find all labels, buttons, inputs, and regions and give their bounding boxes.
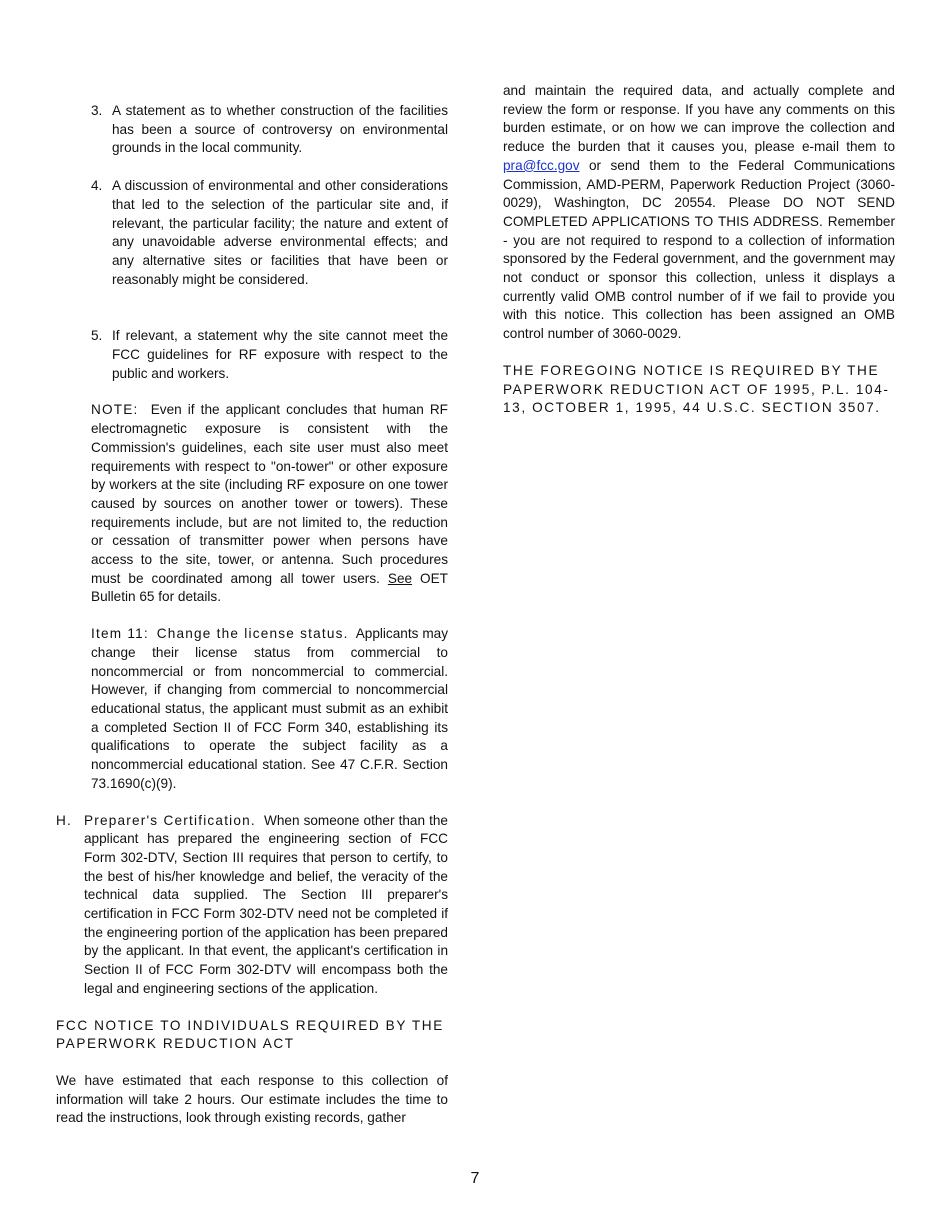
list-item-4 xyxy=(56,177,448,289)
left-column xyxy=(56,82,448,1128)
burden-text: and maintain the required data, and actually complete and review the form or response. If you have any comments on this burden estimate, or on how we can improve the collection and reduce the burden that it causes you, please e-mail them to xyxy=(503,83,895,155)
item-11-title: Change the license status. xyxy=(156,626,349,642)
item-11-label: Item 11: xyxy=(91,626,149,642)
note-reference-text: OET Bulletin 65 for details. xyxy=(91,570,448,605)
note-label: NOTE: xyxy=(91,402,139,418)
burden-paragraph xyxy=(503,82,895,344)
list-number: 3. xyxy=(91,103,103,118)
note-text: Even if the applicant concludes that human RF electromagnetic exposure is consistent with the Commission's guidelines, each site user must also meet requirements with respect to "on-tower" or other exposure by workers at the site (including RF exposure on one tower caused by sources on another tower or towers). These requirements include, but are not limited to, the reduction or cessation of transmitter power when persons have access to the site, tower, or antenna. Such procedures must be coordinated among all tower users. xyxy=(91,402,448,586)
notice-text: We have estimated that each response to this collection of information will take 2 hours. Our estimate includes the time to read the instructions, look through existing records, gather xyxy=(56,1072,448,1126)
notice-heading: FCC NOTICE TO INDIVIDUALS REQUIRED BY THE PAPERWORK REDUCTION ACT xyxy=(56,1017,444,1052)
item-11-paragraph xyxy=(56,625,448,793)
page-number: 7 xyxy=(470,1170,480,1187)
section-letter: H. xyxy=(56,812,72,828)
section-h-text xyxy=(84,812,448,999)
list-item-5 xyxy=(56,327,448,383)
note-paragraph xyxy=(56,401,448,607)
item-11-text: Applicants may change their license status from commercial to noncommercial or from noncommercial to commercial. However, if changing from commercial to noncommercial educational status, the applicant must submit as an exhibit a completed Section II of FCC Form 340, establishing its qualifications to operate the subject facility as a noncommercial educational station. See 47 C.F.R. Section 73.1690(c)(9). xyxy=(91,626,449,791)
list-item-text: If relevant, a statement why the site cannot meet the FCC guidelines for RF exposure with respect to the public and workers. xyxy=(112,328,448,381)
see-reference: See xyxy=(387,570,413,586)
list-item-text: A discussion of environmental and other considerations that led to the selection of the particular site and, if relevant, the particular facility; the nature and extent of any unavoidable adverse environmental effects; and any alternative sites or facilities that have been or reasonably might be considered. xyxy=(112,178,448,287)
email-link[interactable]: pra@fcc.gov xyxy=(503,157,580,173)
list-number: 5. xyxy=(91,328,103,344)
list-number: 4. xyxy=(91,178,103,194)
foregoing-notice: THE FOREGOING NOTICE IS REQUIRED BY THE PAPERWORK REDUCTION ACT OF 1995, P.L. 104-13, OCTOBER 1, 1995, 44 U.S.C. SECTION 3507. xyxy=(503,362,890,416)
section-h-body: When someone other than the applicant has prepared the engineering section of FCC Form 302-DTV, Section III requires that person to certify, to the best of his/her knowledge and belief, the veracity of the technical data supplied. The Section III preparer's certification in FCC Form 302-DTV need not be completed if the engineering portion of the application has been prepared by the applicant. In that event, the applicant's certification in Section II of FCC Form 302-DTV will encompass both the legal and engineering sections of the application. xyxy=(84,812,448,996)
right-column xyxy=(503,82,895,418)
list-item-text: A statement as to whether construction of the facilities has been a source of controversy on environmental grounds in the local community. xyxy=(112,103,448,156)
section-h xyxy=(56,812,448,999)
burden-text-continued: or send them to the Federal Communications Commission, AMD-PERM, Paperwork Reduction Project (3060-0029), Washington, DC 20554. Please DO NOT SEND COMPLETED APPLICATIONS TO THIS ADDRESS. Remember - you are not required to respond to a collection of information sponsored by the Federal government, and the government may not conduct or sponsor this collection, unless it displays a currently valid OMB control number of if we fail to provide you with this notice. This collection has been assigned an OMB control number of 3060-0029. xyxy=(503,157,895,342)
list-item-3 xyxy=(56,102,448,158)
section-h-title: Preparer's Certification. xyxy=(84,812,256,828)
